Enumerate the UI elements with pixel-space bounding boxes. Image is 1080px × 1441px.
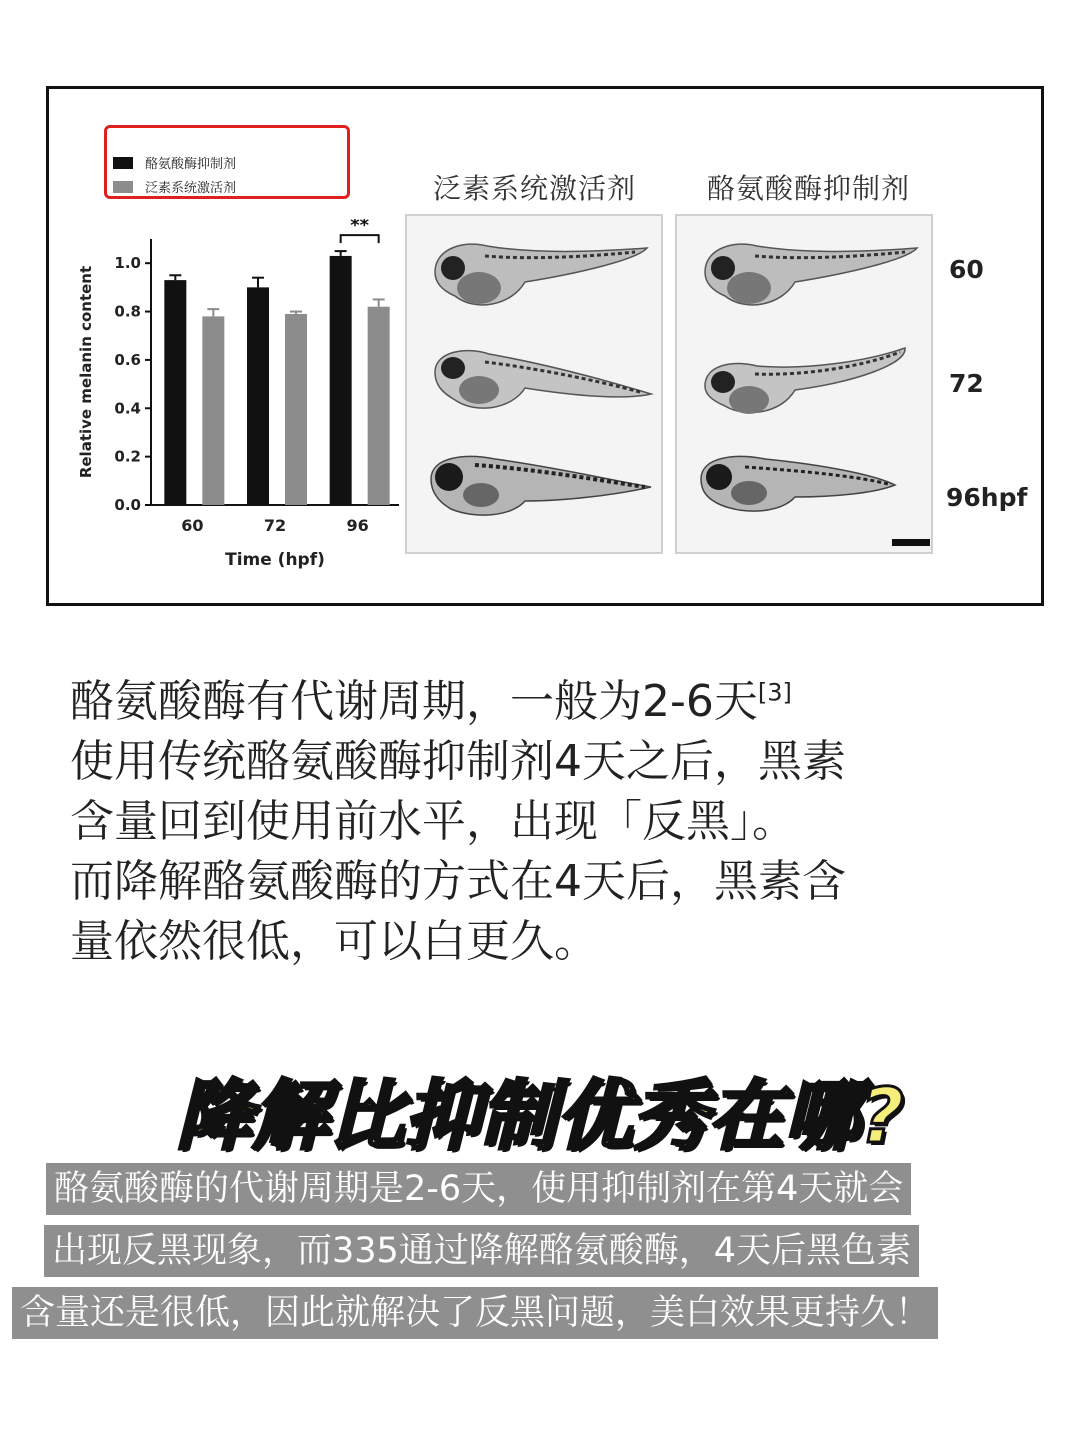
right-panel-title: 酪氨酸酶抑制剂 xyxy=(707,172,911,205)
zebrafish-image-72 xyxy=(695,344,925,424)
legend-label-inhibitor: 酪氨酸酶抑制剂 xyxy=(145,157,237,172)
bar-activator-60 xyxy=(202,316,224,505)
paragraph-line-4: 而降解酪氨酸酶的方式在4天后，黑素含 xyxy=(70,856,846,907)
left-panel-title: 泛素系统激活剂 xyxy=(433,172,637,205)
time-label-72: 72 xyxy=(949,369,984,398)
x-axis-label: Time (hpf) xyxy=(225,550,325,569)
y-tick-label: 0.6 xyxy=(114,350,141,369)
time-label-60: 60 xyxy=(949,255,984,284)
zebrafish-image-60 xyxy=(695,234,925,314)
x-tick-label: 60 xyxy=(181,516,204,535)
x-tick-label: 96 xyxy=(346,516,369,535)
summary-line-1: 酪氨酸酶的代谢周期是2-6天，使用抑制剂在第4天就会 xyxy=(46,1163,911,1215)
paragraph-line-2: 使用传统酪氨酸酶抑制剂4天之后，黑素 xyxy=(70,736,846,787)
legend-label-activator: 泛素系统激活剂 xyxy=(145,181,237,196)
bar-inhibitor-96 xyxy=(330,256,352,505)
inhibitor-image-panel xyxy=(675,214,933,554)
legend-item-activator xyxy=(113,177,236,196)
y-tick-label: 0.8 xyxy=(114,302,141,321)
scale-bar xyxy=(892,539,930,546)
y-tick-label: 0.4 xyxy=(114,399,141,418)
zebrafish-image-96 xyxy=(695,451,925,531)
zebrafish-image-72 xyxy=(425,344,655,424)
legend-swatch-activator xyxy=(113,181,133,193)
melanin-bar-chart xyxy=(59,219,409,569)
y-tick-label: 1.0 xyxy=(114,254,141,273)
legend-item-inhibitor xyxy=(113,153,236,172)
bar-inhibitor-72 xyxy=(247,287,269,505)
paragraph-line-5: 量依然很低，可以白更久。 xyxy=(70,916,598,967)
significance-marker: ** xyxy=(350,219,370,237)
paragraph-line-1 xyxy=(70,672,990,732)
paragraph-line-3: 含量回到使用前水平，出现「反黑」。 xyxy=(70,796,796,847)
bar-activator-96 xyxy=(368,307,390,505)
y-tick-label: 0.0 xyxy=(114,496,141,514)
summary-line-2: 出现反黑现象，而335通过降解酪氨酸酶，4天后黑色素 xyxy=(44,1225,919,1277)
zebrafish-image-96 xyxy=(425,451,655,531)
y-axis-label: Relative melanin content xyxy=(77,265,95,479)
paragraph-line-1-text: 酪氨酸酶有代谢周期，一般为2-6天 xyxy=(70,676,758,727)
time-label-96hpf: 96hpf xyxy=(946,483,1028,512)
y-tick-label: 0.2 xyxy=(114,447,141,466)
zebrafish-image-60 xyxy=(425,234,655,314)
figure-frame xyxy=(46,86,1044,606)
legend-swatch-inhibitor xyxy=(113,157,133,169)
bar-inhibitor-60 xyxy=(164,280,186,505)
activator-image-panel xyxy=(405,214,663,554)
summary-line-3: 含量还是很低，因此就解决了反黑问题，美白效果更持久！ xyxy=(12,1287,938,1339)
reference-marker: [3] xyxy=(757,678,792,707)
explanation-paragraph xyxy=(70,672,990,972)
x-tick-label: 72 xyxy=(263,516,287,535)
section-heading: 降解比抑制优秀在哪? xyxy=(175,1071,905,1160)
bar-activator-72 xyxy=(285,314,307,505)
significance-bracket xyxy=(341,235,379,243)
